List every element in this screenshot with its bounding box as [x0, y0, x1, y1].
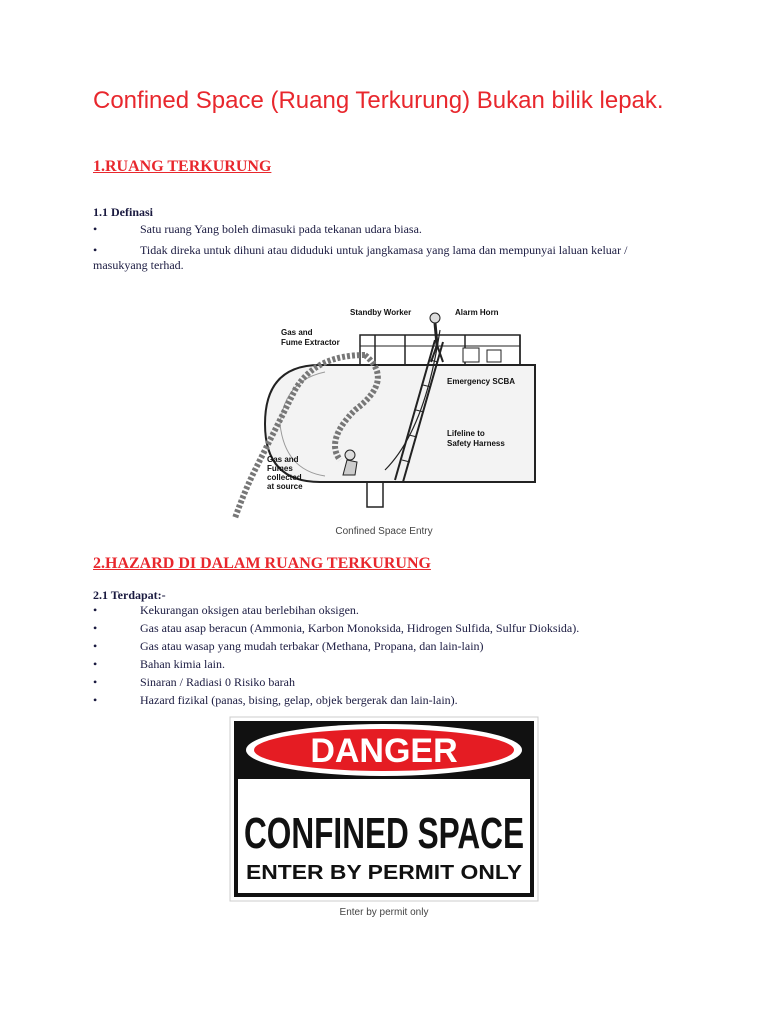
diagram-label-scba: Emergency SCBA	[447, 377, 516, 386]
list-item: • Gas atau asap beracun (Ammonia, Karbon Monoksida, Hidrogen Sulfida, Sulfur Dioksida).	[93, 621, 580, 635]
document-title: Confined Space (Ruang Terkurung) Bukan bilik lepak.	[93, 87, 664, 114]
diagram-label-extractor-2: Fume Extractor	[281, 338, 340, 347]
section-1-subheading: 1.1 Definasi	[93, 205, 153, 219]
diagram-label-collected-1: Gas and	[267, 455, 299, 464]
sign-confined-space-text: CONFINED SPACE	[244, 809, 524, 858]
sign-caption: Enter by permit only	[339, 907, 429, 918]
diagram-label-lifeline-1: Lifeline to	[447, 429, 485, 438]
list-item-continuation: masukyang terhad.	[93, 258, 184, 272]
section-2-heading: 2.HAZARD DI DALAM RUANG TERKURUNG	[93, 555, 431, 572]
list-item: • Kekurangan oksigen atau berlebihan oksigen.	[93, 603, 359, 617]
diagram-label-alarm: Alarm Horn	[455, 308, 499, 317]
bullet-icon: •	[93, 657, 98, 671]
sign-permit-text: ENTER BY PERMIT ONLY	[246, 862, 523, 884]
bullet-icon: •	[93, 222, 98, 236]
list-item: • Hazard fizikal (panas, bising, gelap, objek bergerak dan lain-lain).	[93, 693, 458, 707]
figure-1-caption: Confined Space Entry	[335, 526, 433, 537]
diagram-label-standby: Standby Worker	[350, 308, 412, 317]
sign-danger-text: DANGER	[310, 732, 458, 770]
section-1-heading: 1.RUANG TERKURUNG	[93, 158, 272, 175]
diagram-label-collected-4: at source	[267, 482, 303, 491]
bullet-icon: •	[93, 675, 98, 689]
section-1-list	[93, 220, 683, 274]
section-2-list	[93, 601, 683, 709]
diagram-label-collected-3: collected	[267, 473, 302, 482]
list-item: • Satu ruang Yang boleh dimasuki pada tekanan udara biasa.	[93, 222, 422, 236]
bullet-icon: •	[93, 603, 98, 617]
diagram-label-lifeline-2: Safety Harness	[447, 439, 505, 448]
diagram-label-extractor-1: Gas and	[281, 328, 313, 337]
confined-space-diagram	[225, 300, 545, 522]
list-item: • Gas atau wasap yang mudah terbakar (Methana, Propana, dan lain-lain)	[93, 639, 484, 653]
list-item: • Tidak direka untuk dihuni atau diduduki untuk jangkamasa yang lama dan mempunyai laluan keluar /	[93, 243, 628, 257]
list-item: • Bahan kimia lain.	[93, 657, 225, 671]
bullet-icon: •	[93, 693, 98, 707]
bullet-icon: •	[93, 621, 98, 635]
diagram-label-collected-2: Fumes	[267, 464, 293, 473]
bullet-icon: •	[93, 243, 98, 257]
bullet-icon: •	[93, 639, 98, 653]
danger-sign	[229, 716, 539, 902]
section-2-subheading: 2.1 Terdapat:-	[93, 588, 166, 602]
list-item: • Sinaran / Radiasi 0 Risiko barah	[93, 675, 295, 689]
